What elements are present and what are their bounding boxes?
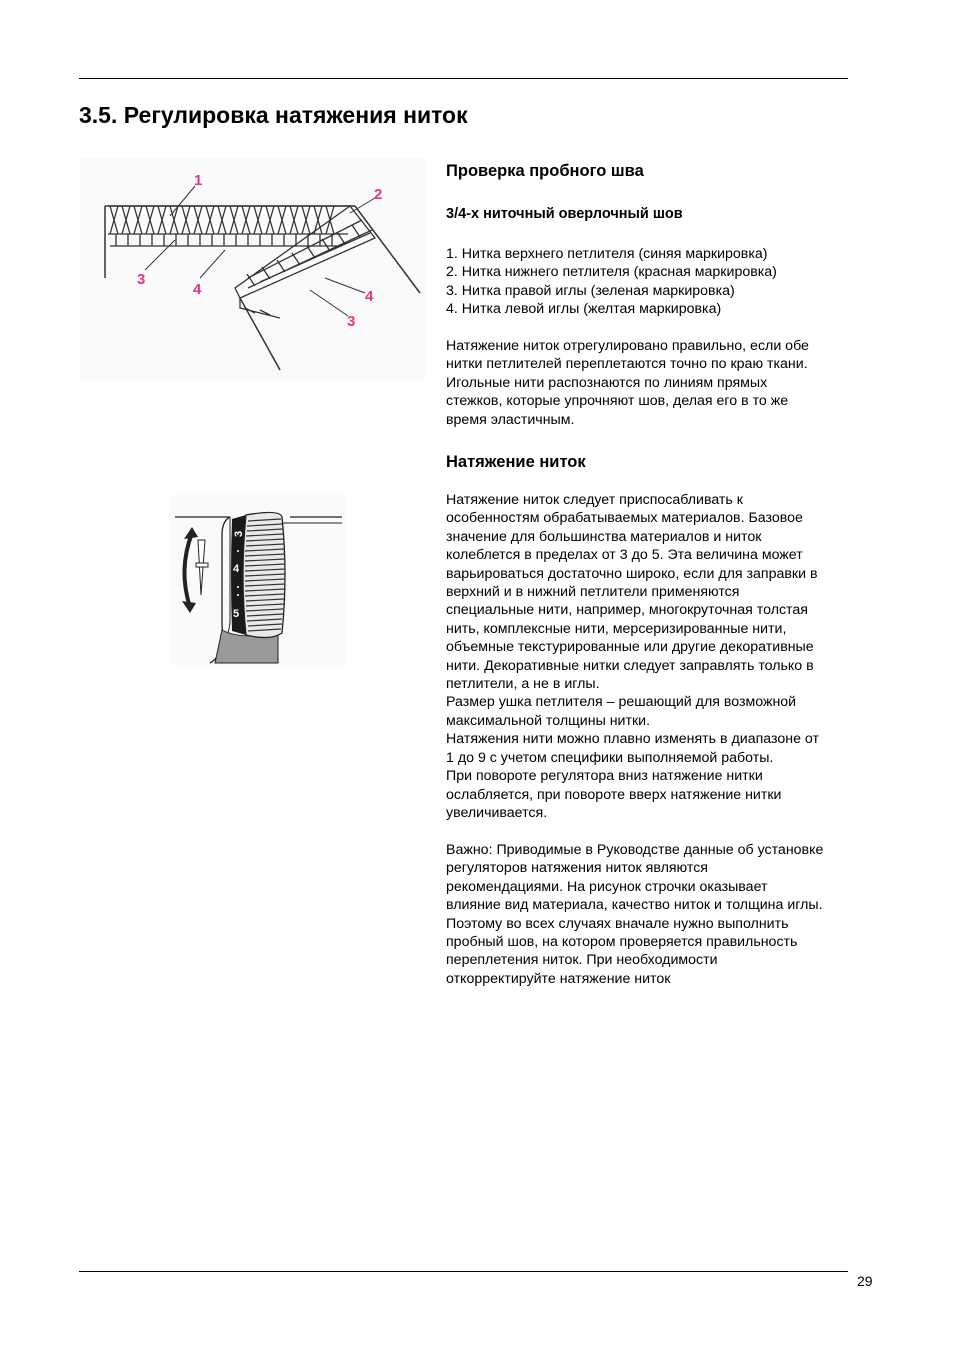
list-item: 3. Нитка правой иглы (зеленая маркировка) <box>446 282 735 299</box>
paragraph-line: переплетения ниток. При необходимости <box>446 952 718 969</box>
paragraph-line: пробный шов, на котором проверяется правильность <box>446 934 798 951</box>
paragraph-line: Натяжения нити можно плавно изменять в диапазоне от <box>446 731 819 748</box>
seam-label-4-top: 4 <box>193 281 202 298</box>
seam-label-3-diag: 3 <box>347 313 356 330</box>
paragraph-line: объемные текстурированные или другие декоративные <box>446 639 814 656</box>
bottom-rule <box>79 1271 848 1272</box>
section1-heading: Проверка пробного шва <box>446 162 644 180</box>
paragraph-line: рекомендациями. На рисунок строчки оказывает <box>446 878 768 895</box>
section2-paragraph2 <box>446 841 886 988</box>
section2-heading: Натяжение ниток <box>446 453 586 471</box>
seam-label-1: 1 <box>194 172 203 189</box>
paragraph-line: время эластичным. <box>446 411 575 428</box>
paragraph-line: значение для большинства материалов и ниток <box>446 528 762 545</box>
paragraph-line: особенностям обрабатываемых материалов. Базовое <box>446 510 803 527</box>
paragraph-line: Натяжение ниток отрегулировано правильно, если обе <box>446 338 809 354</box>
paragraph-line: откорректируйте натяжение ниток <box>446 970 671 987</box>
paragraph-line: регуляторов натяжения ниток являются <box>446 860 708 877</box>
tension-dial-illustration <box>170 495 345 665</box>
paragraph-line: нитки петлителей переплетаются точно по краю ткани. <box>446 356 808 373</box>
paragraph-line: стежков, которые упрочняют шов, делая его в то же <box>446 393 789 410</box>
thread-list <box>446 245 886 319</box>
paragraph-line: ослабляется, при повороте вверх натяжение нитки <box>446 786 782 803</box>
paragraph-line: Важно: Приводимые в Руководстве данные об установке <box>446 842 824 858</box>
list-item: 4. Нитка левой иглы (желтая маркировка) <box>446 301 722 318</box>
paragraph-line: При повороте регулятора вниз натяжение нитки <box>446 768 763 785</box>
seam-label-3-top: 3 <box>137 271 146 288</box>
paragraph-line: варьироваться достаточно широко, если для заправки в <box>446 565 818 582</box>
paragraph-line: нити. Декоративные нитки следует заправлять только в <box>446 657 814 674</box>
paragraph-line: колеблется в пределах от 3 до 5. Эта величина может <box>446 547 803 564</box>
page-number: 29 <box>857 1273 873 1289</box>
paragraph-line: влияние вид материала, качество ниток и толщина иглы. <box>446 897 823 914</box>
dial-number-4: 4 <box>233 563 240 575</box>
paragraph-line: специальные нити, например, многокруточная толстая <box>446 602 808 619</box>
top-rule <box>79 78 848 79</box>
seam-label-2: 2 <box>374 186 383 203</box>
section1-paragraph <box>446 337 886 429</box>
paragraph-line: нить, комплексные нити, мерсеризированные нити, <box>446 620 787 637</box>
paragraph-line: Поэтому во всех случаях вначале нужно выполнить <box>446 915 789 932</box>
list-item: 2. Нитка нижнего петлителя (красная маркировка) <box>446 264 777 281</box>
paragraph-line: Натяжение ниток следует приспосабливать к <box>446 492 743 508</box>
list-item: 1. Нитка верхнего петлителя (синяя маркировка) <box>446 246 768 262</box>
dial-number-5: 5 <box>233 608 240 620</box>
page-title: 3.5. Регулировка натяжения ниток <box>79 102 468 128</box>
paragraph-line: Размер ушка петлителя – решающий для возможной <box>446 694 797 711</box>
seam-illustration <box>80 158 425 380</box>
paragraph-line: петлители, а не в иглы. <box>446 676 600 693</box>
section2-paragraph1 <box>446 491 886 822</box>
seam-label-4-diag: 4 <box>365 288 374 305</box>
paragraph-line: увеличивается. <box>446 804 548 821</box>
section1-subheading: 3/4-х ниточный оверлочный шов <box>446 206 683 222</box>
paragraph-line: Игольные нити распознаются по линиям прямых <box>446 374 768 391</box>
paragraph-line: 1 до 9 с учетом специфики выполняемой работы. <box>446 749 774 766</box>
paragraph-line: максимальной толщины нитки. <box>446 712 651 729</box>
dial-number-3: 3 <box>233 530 245 537</box>
paragraph-line: верхний и в нижний петлители применяются <box>446 584 740 601</box>
